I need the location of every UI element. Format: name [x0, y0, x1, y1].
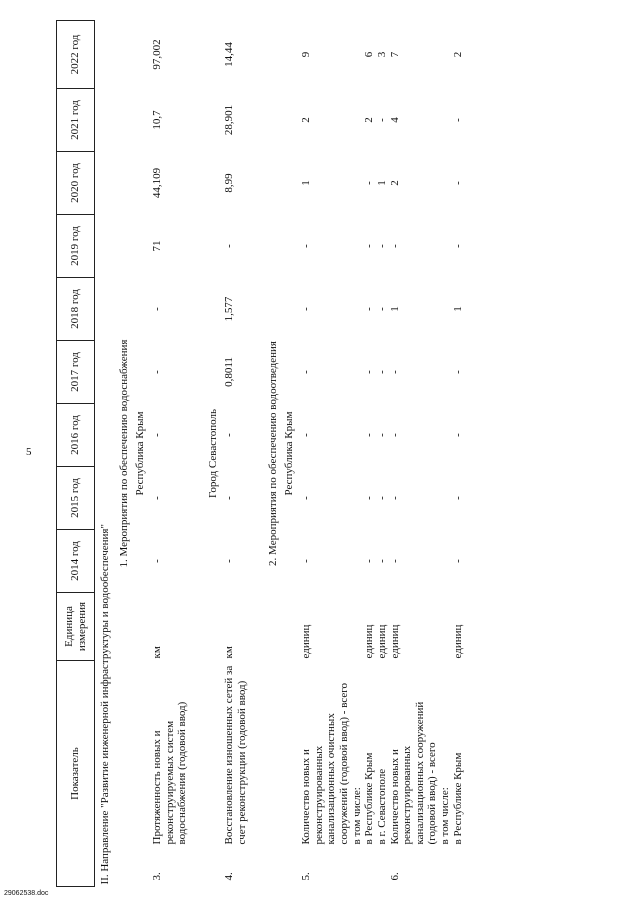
value-cell: - [363, 181, 376, 185]
region-heading: Республика Крым [134, 411, 147, 496]
header-unit: Единица измерения [57, 593, 95, 661]
value-cell: 10,7 [150, 110, 163, 130]
row-number: 5. [300, 872, 313, 881]
value-cell: - [451, 118, 464, 122]
row-number [439, 847, 452, 887]
header-year: 2020 год [57, 152, 95, 215]
value-cell [351, 215, 364, 278]
value-cell: - [375, 496, 388, 500]
indicators-table [56, 20, 464, 887]
table-header-row [57, 21, 95, 887]
value-cell: 4 [388, 117, 401, 123]
table-row [151, 21, 189, 887]
row-number [452, 847, 465, 887]
value-cell: 2 [451, 51, 464, 58]
indicator-label: в том числе: [350, 787, 363, 845]
header-year: 2014 год [57, 530, 95, 593]
region-heading-row [283, 21, 300, 887]
subsection-title-row [267, 21, 284, 887]
unit-cell [351, 593, 364, 661]
table-row [351, 21, 364, 887]
subsection-title: 2. Мероприятия по обеспечению водоотведения [266, 341, 279, 566]
value-cell [351, 467, 364, 530]
value-cell: - [300, 244, 313, 248]
value-cell: - [150, 496, 163, 500]
row-number [376, 847, 389, 887]
subsection-title-row [118, 21, 135, 887]
value-cell: - [300, 307, 313, 311]
value-cell: 2 [363, 117, 376, 123]
value-cell [351, 89, 364, 152]
value-cell: - [300, 559, 313, 563]
value-cell: - [451, 370, 464, 374]
value-cell: - [300, 496, 313, 500]
value-cell: - [363, 307, 376, 311]
value-cell [439, 278, 452, 341]
value-cell: - [150, 433, 163, 437]
value-cell: 2 [300, 117, 313, 123]
value-cell: 2 [388, 180, 401, 186]
header-year: 2017 год [57, 341, 95, 404]
value-cell: 14,44 [223, 42, 236, 67]
value-cell [439, 341, 452, 404]
value-cell [439, 89, 452, 152]
value-cell [351, 152, 364, 215]
value-cell: - [375, 244, 388, 248]
spacer-row [249, 21, 267, 887]
value-cell: - [363, 433, 376, 437]
value-cell: - [375, 307, 388, 311]
header-year: 2015 год [57, 467, 95, 530]
value-cell: 1 [451, 306, 464, 312]
value-cell: 28,901 [223, 104, 236, 136]
value-cell: 0,8011 [223, 357, 236, 387]
value-cell: - [451, 433, 464, 437]
value-cell: - [223, 559, 236, 563]
value-cell: - [363, 370, 376, 374]
row-number [363, 847, 376, 887]
value-cell [351, 404, 364, 467]
value-cell: 44,109 [150, 167, 163, 199]
value-cell: - [451, 181, 464, 185]
value-cell: - [223, 496, 236, 500]
value-cell [351, 530, 364, 593]
value-cell [351, 21, 364, 89]
table-row [376, 21, 389, 887]
header-year: 2016 год [57, 404, 95, 467]
document-code: 29062538.doc [4, 890, 49, 897]
value-cell: - [300, 433, 313, 437]
spacer-cell [249, 21, 267, 887]
unit-cell: единиц [388, 624, 401, 659]
value-cell: 97,002 [150, 39, 163, 70]
row-number [351, 847, 364, 887]
region-heading: Республика Крым [283, 411, 296, 496]
value-cell [439, 530, 452, 593]
table-row [363, 21, 376, 887]
value-cell: - [451, 244, 464, 248]
section-title-row [95, 21, 118, 887]
header-year: 2018 год [57, 278, 95, 341]
table-row [452, 21, 465, 887]
value-cell: - [375, 559, 388, 563]
value-cell: 1,577 [223, 296, 236, 322]
header-year: 2019 год [57, 215, 95, 278]
value-cell: 1 [375, 180, 388, 186]
table-row [300, 21, 351, 887]
unit-cell: единиц [363, 624, 376, 659]
unit-cell: км [223, 646, 236, 659]
value-cell: - [388, 433, 401, 437]
value-cell: - [223, 244, 236, 248]
value-cell: - [451, 559, 464, 563]
value-cell: - [363, 244, 376, 248]
value-cell: - [388, 244, 401, 248]
value-cell: 1 [300, 180, 313, 186]
value-cell: - [388, 370, 401, 374]
value-cell: - [375, 433, 388, 437]
value-cell: - [223, 433, 236, 437]
value-cell [439, 152, 452, 215]
value-cell: 1 [388, 306, 401, 312]
unit-cell: единиц [300, 624, 313, 659]
value-cell [351, 278, 364, 341]
table-body [95, 21, 465, 887]
value-cell: - [375, 370, 388, 374]
value-cell: - [150, 370, 163, 374]
value-cell: - [150, 559, 163, 563]
value-cell: - [363, 559, 376, 563]
indicator-label: в том числе: [439, 787, 452, 845]
unit-cell: единиц [375, 624, 388, 659]
value-cell: 3 [375, 51, 388, 58]
value-cell: 6 [363, 51, 376, 58]
value-cell [439, 467, 452, 530]
indicator-label: в Республике Крым [451, 752, 464, 845]
subsection-title: 1. Мероприятия по обеспечению водоснабжения [117, 339, 130, 568]
table-row [439, 21, 452, 887]
unit-cell: км [150, 646, 163, 659]
row-number: 3. [150, 872, 163, 881]
region-heading: Город Севастополь [206, 409, 219, 498]
value-cell [439, 215, 452, 278]
value-cell: - [300, 370, 313, 374]
row-number: 4. [223, 872, 236, 881]
value-cell [439, 404, 452, 467]
indicator-label: Протяженность новых и реконструируемых систем водоснабжения (годовой ввод) [150, 701, 189, 845]
value-cell: - [388, 496, 401, 500]
table-row [389, 21, 440, 887]
value-cell: - [451, 496, 464, 500]
header-indicator: Показатель [57, 661, 95, 887]
indicator-label: в Республике Крым [363, 752, 376, 845]
region-heading-row [207, 21, 224, 887]
indicator-label: Количество новых и реконструированных канализационных сооружений (годовой ввод) - всего [388, 701, 439, 845]
region-heading-row [134, 21, 151, 887]
indicator-label: Количество новых и реконструированных канализационных очистных сооружений (годовой ввод) - всего [300, 683, 350, 845]
value-cell: - [388, 559, 401, 563]
value-cell: - [375, 118, 388, 122]
header-year: 2021 год [57, 89, 95, 152]
table-row [223, 21, 248, 887]
unit-cell: единиц [451, 624, 464, 659]
indicator-label: Восстановление изношенных сетей за счет реконструкции (годовой ввод) [223, 665, 249, 845]
row-number: 6. [388, 872, 401, 881]
page-number: 5 [26, 446, 32, 458]
value-cell: 9 [300, 51, 313, 58]
indicator-label: в г. Севастополе [375, 768, 388, 845]
value-cell: 71 [150, 240, 163, 252]
spacer-row [189, 21, 207, 887]
value-cell: - [363, 496, 376, 500]
value-cell [351, 341, 364, 404]
value-cell: 8,99 [223, 173, 236, 193]
value-cell [439, 21, 452, 89]
spacer-cell [189, 21, 207, 887]
header-year: 2022 год [57, 21, 95, 89]
rotated-table-wrapper [56, 21, 591, 887]
value-cell: 7 [388, 51, 401, 58]
value-cell: - [150, 307, 163, 311]
unit-cell [439, 593, 452, 661]
section-title: II. Направление "Развитие инженерной инфраструктуры и водообеспечения" [99, 524, 111, 885]
